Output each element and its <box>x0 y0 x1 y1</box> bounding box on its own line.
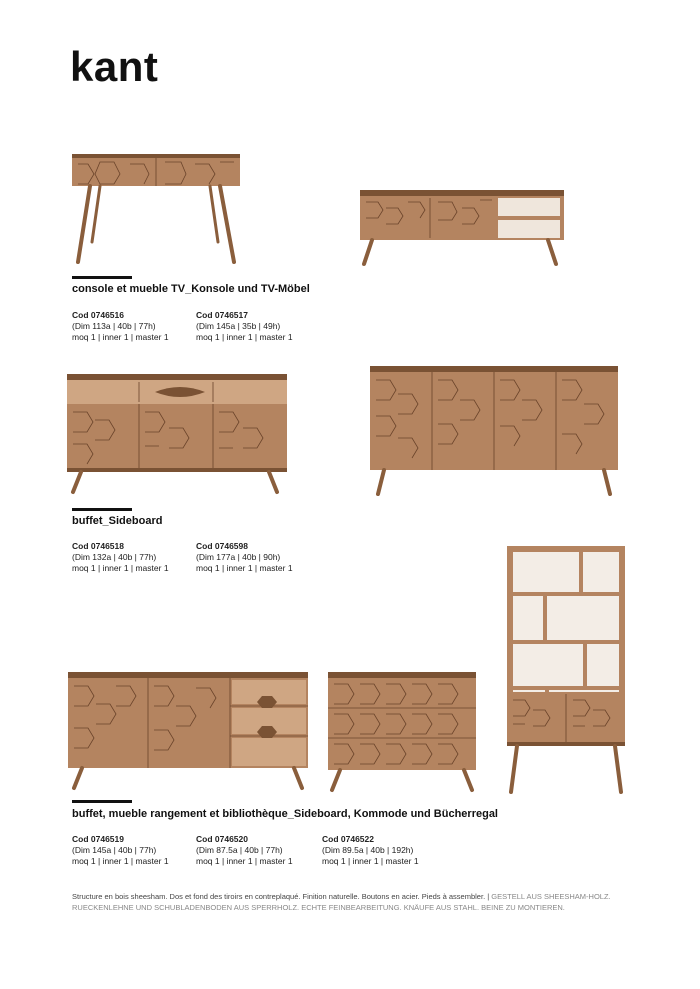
product-moq: moq 1 | inner 1 | master 1 <box>72 563 169 573</box>
product-moq: moq 1 | inner 1 | master 1 <box>72 856 169 866</box>
product-dimensions: (Dim 89.5a | 40b | 192h) <box>322 845 414 855</box>
sideboard-small-image <box>65 372 290 496</box>
product-dimensions: (Dim 177a | 40b | 90h) <box>196 552 281 562</box>
section-rule <box>72 276 132 279</box>
product-code: Cod 0746518 <box>72 541 124 551</box>
product-code: Cod 0746520 <box>196 834 248 844</box>
product-moq: moq 1 | inner 1 | master 1 <box>196 856 293 866</box>
product-dimensions: (Dim 132a | 40b | 77h) <box>72 552 157 562</box>
brand-title: kant <box>70 43 159 90</box>
footer-description <box>72 892 612 913</box>
bookcase-image <box>505 544 627 796</box>
console-image <box>70 150 245 268</box>
product-info-0746517 <box>196 310 293 343</box>
product-code: Cod 0746517 <box>196 310 248 320</box>
product-info-0746522 <box>322 834 419 867</box>
product-info-0746520 <box>196 834 293 867</box>
section-title-buffet-bookcase: buffet, mueble rangement et bibliothèque_Sideboard, Kommode und Bücherregal <box>72 808 498 820</box>
chest-of-drawers-image <box>326 670 478 794</box>
product-dimensions: (Dim 87.5a | 40b | 77h) <box>196 845 283 855</box>
product-code: Cod 0746522 <box>322 834 374 844</box>
footer-french-text: Structure en bois sheesham. Dos et fond des tiroirs en contreplaqué. Finition naturelle. Boutons en acier. Pieds à assembler. | <box>72 892 490 901</box>
section-rule <box>72 800 132 803</box>
product-dimensions: (Dim 113a | 40b | 77h) <box>72 321 156 331</box>
product-info-0746598 <box>196 541 293 574</box>
sideboard-large-image <box>368 364 620 498</box>
product-info-0746518 <box>72 541 169 574</box>
section-rule <box>72 508 132 511</box>
product-code: Cod 0746516 <box>72 310 124 320</box>
product-code: Cod 0746598 <box>196 541 248 551</box>
product-info-0746519 <box>72 834 169 867</box>
product-info-0746516 <box>72 310 169 343</box>
product-moq: moq 1 | inner 1 | master 1 <box>196 563 293 573</box>
product-moq: moq 1 | inner 1 | master 1 <box>196 332 293 342</box>
product-moq: moq 1 | inner 1 | master 1 <box>72 332 169 342</box>
sideboard-drawers-image <box>66 670 310 792</box>
product-dimensions: (Dim 145a | 40b | 77h) <box>72 845 157 855</box>
footer-german-text: GESTELL AUS SHEESHAM-HOLZ. RUECKENLEHNE UND SCHUBLADENBODEN AUS SPERRHOLZ. ECHTE FEINBEARBEITUNG. KNÄUFE AUS STAHL. BEINE ZU MONTIEREN. <box>72 892 611 912</box>
section-title-console-tv: console et mueble TV_Konsole und TV-Möbel <box>72 283 310 295</box>
section-title-buffet-sideboard: buffet_Sideboard <box>72 515 163 527</box>
product-dimensions: (Dim 145a | 35b | 49h) <box>196 321 281 331</box>
product-moq: moq 1 | inner 1 | master 1 <box>322 856 419 866</box>
product-code: Cod 0746519 <box>72 834 124 844</box>
tv-cabinet-image <box>358 188 566 268</box>
